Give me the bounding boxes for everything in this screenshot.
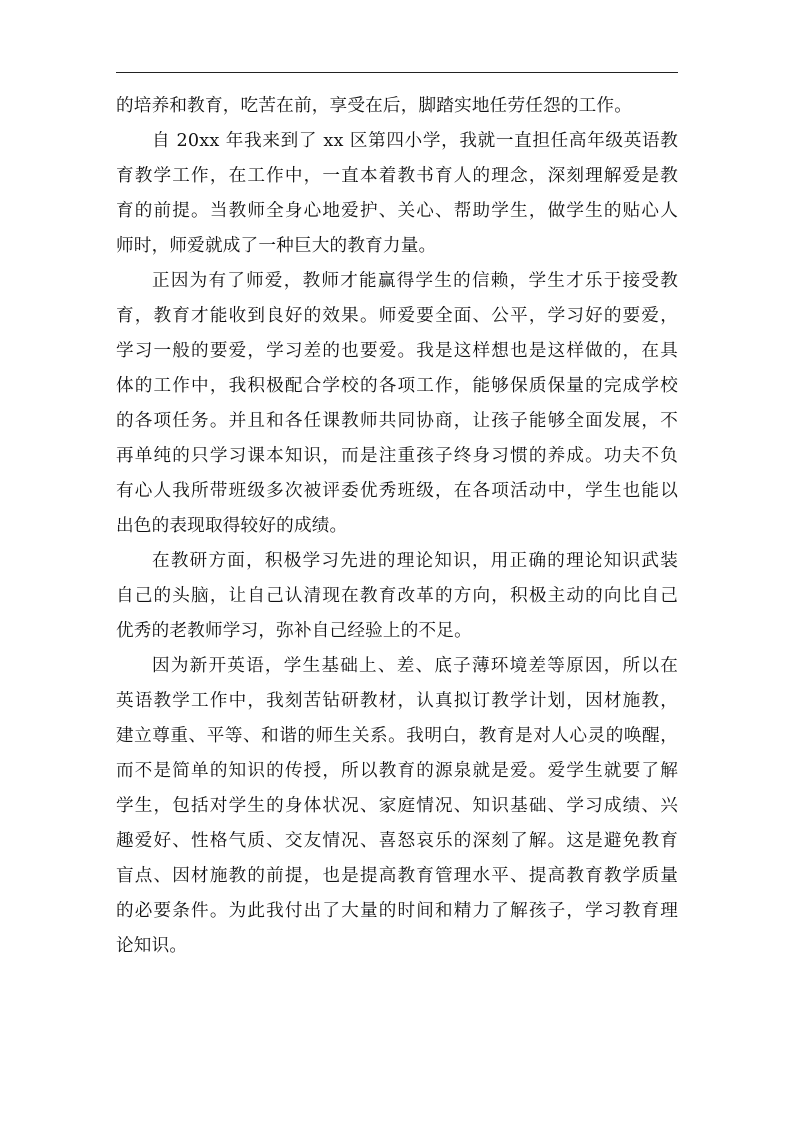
text-line: 师时，师爱就成了一种巨大的教育力量。 <box>116 236 437 256</box>
text-line: 体的工作中，我积极配合学校的各项工作，能够保质保量的完成学校 <box>116 376 678 396</box>
text-line: 再单纯的只学习课本知识，而是注重孩子终身习惯的养成。功夫不负 <box>116 446 678 466</box>
document-body <box>116 89 678 964</box>
text-line: 自己的头脑，让自己认清现在教育改革的方向，积极主动的向比自己 <box>116 586 678 606</box>
text-line: 在教研方面，积极学习先进的理论知识，用正确的理论知识武装 <box>152 551 678 571</box>
text-line: 自 20xx 年我来到了 xx 区第四小学，我就一直担任高年级英语教 <box>152 131 678 151</box>
text-line: 出色的表现取得较好的成绩。 <box>116 516 348 536</box>
text-line: 有心人我所带班级多次被评委优秀班级，在各项活动中，学生也能以 <box>116 481 678 501</box>
text-line: 育教学工作，在工作中，一直本着教书育人的理念，深刻理解爱是教 <box>116 166 678 186</box>
text-line: 英语教学工作中，我刻苦钻研教材，认真拟订教学计划，因材施教， <box>116 691 678 711</box>
text-line: 而不是简单的知识的传授，所以教育的源泉就是爱。爱学生就要了解 <box>116 761 678 781</box>
text-line: 的培养和教育，吃苦在前，享受在后，脚踏实地任劳任怨的工作。 <box>116 96 633 116</box>
text-line: 趣爱好、性格气质、交友情况、喜怒哀乐的深刻了解。这是避免教育 <box>116 831 678 851</box>
text-line: 盲点、因材施教的前提，也是提高教育管理水平、提高教育教学质量 <box>116 866 678 886</box>
text-line: 学生，包括对学生的身体状况、家庭情况、知识基础、学习成绩、兴 <box>116 796 678 816</box>
text-line: 的必要条件。为此我付出了大量的时间和精力了解孩子，学习教育理 <box>116 901 678 921</box>
text-line: 育的前提。当教师全身心地爱护、关心、帮助学生，做学生的贴心人 <box>116 201 678 221</box>
text-line: 的各项任务。并且和各任课教师共同协商，让孩子能够全面发展，不 <box>116 411 678 431</box>
text-line: 育，教育才能收到良好的效果。师爱要全面、公平，学习好的要爱， <box>116 306 678 326</box>
text-line: 因为新开英语，学生基础上、差、底子薄环境差等原因，所以在 <box>152 656 678 676</box>
text-line: 正因为有了师爱，教师才能赢得学生的信赖，学生才乐于接受教 <box>152 271 678 291</box>
text-line: 学习一般的要爱，学习差的也要爱。我是这样想也是这样做的，在具 <box>116 341 678 361</box>
text-line: 优秀的老教师学习，弥补自己经验上的不足。 <box>116 621 472 641</box>
text-line: 建立尊重、平等、和谐的师生关系。我明白，教育是对人心灵的唤醒， <box>116 726 678 746</box>
header-rule <box>116 72 678 73</box>
text-line: 论知识。 <box>116 936 188 956</box>
